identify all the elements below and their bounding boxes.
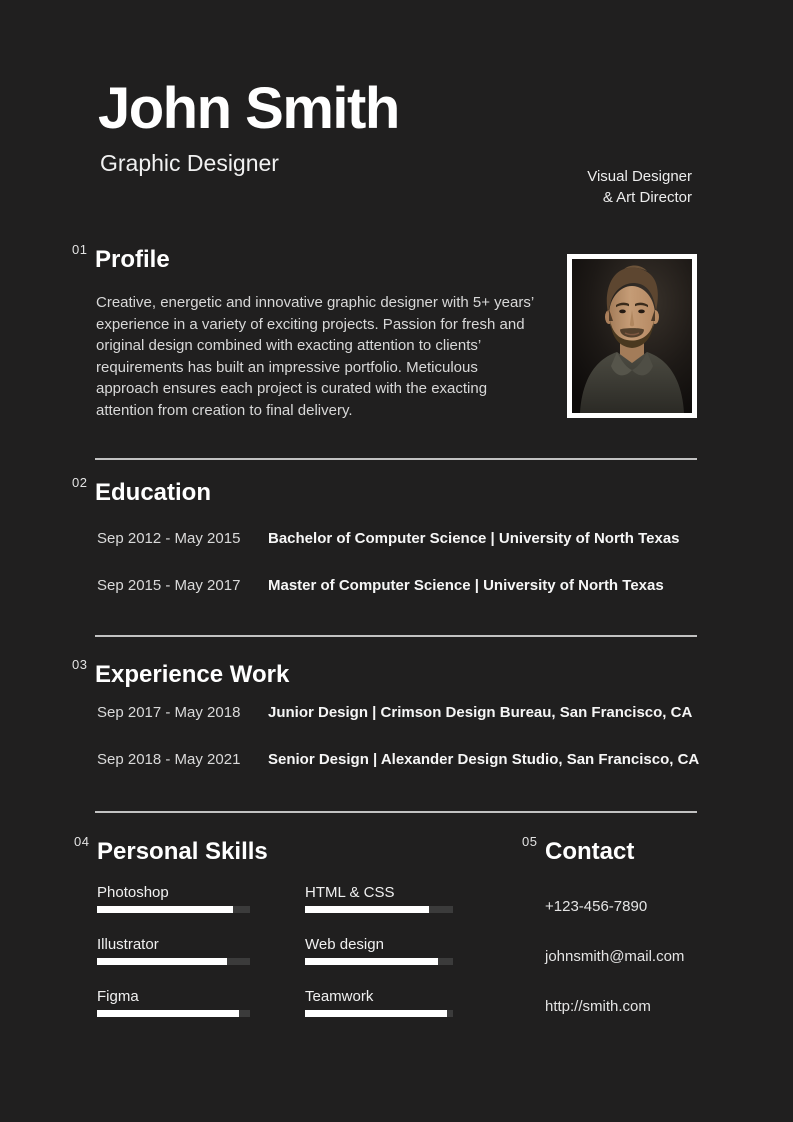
contact-website: http://smith.com xyxy=(545,998,651,1015)
experience-entry xyxy=(97,704,692,722)
tagline-line-2: & Art Director xyxy=(602,189,692,206)
section-heading-education xyxy=(72,475,212,507)
portrait-image xyxy=(572,259,692,413)
section-title: Experience Work xyxy=(95,661,290,688)
section-number: 05 xyxy=(522,834,538,849)
skill-progress-fill xyxy=(305,958,438,965)
job-title: Graphic Designer xyxy=(100,150,279,176)
section-divider xyxy=(95,635,697,637)
skill-label: Web design xyxy=(305,936,384,953)
skill-label: Illustrator xyxy=(97,936,159,953)
skill-label: Figma xyxy=(97,988,139,1005)
skill-label: Photoshop xyxy=(97,884,169,901)
header-tagline xyxy=(587,166,692,208)
skill-item xyxy=(97,884,250,913)
skill-progress-bar xyxy=(305,1010,453,1017)
skill-progress-bar xyxy=(305,906,453,913)
section-title: Contact xyxy=(545,838,635,865)
section-title: Education xyxy=(95,479,212,506)
skill-item xyxy=(305,884,453,913)
section-divider xyxy=(95,458,697,460)
skills-grid xyxy=(97,884,453,1017)
section-title: Personal Skills xyxy=(97,838,268,865)
skill-item xyxy=(305,936,453,965)
skill-progress-bar xyxy=(97,906,250,913)
section-heading-profile xyxy=(72,242,170,274)
skill-progress-fill xyxy=(305,1010,447,1017)
education-dates: Sep 2012 - May 2015 xyxy=(97,530,241,547)
skill-item xyxy=(97,936,250,965)
section-number: 01 xyxy=(72,242,88,257)
skill-item xyxy=(305,988,453,1017)
education-entry xyxy=(97,577,664,595)
profile-photo xyxy=(567,254,697,418)
tagline-line-1: Visual Designer xyxy=(587,168,692,185)
section-number: 04 xyxy=(74,834,90,849)
education-degree: Bachelor of Computer Science | University of North Texas xyxy=(268,530,680,547)
section-heading-skills xyxy=(74,834,268,866)
experience-role: Senior Design | Alexander Design Studio, San Francisco, CA xyxy=(268,751,700,768)
section-heading-experience xyxy=(72,657,290,689)
skill-progress-bar xyxy=(97,958,250,965)
skill-progress-fill xyxy=(97,906,233,913)
skill-label: Teamwork xyxy=(305,988,374,1005)
page-title: John Smith xyxy=(98,76,399,141)
skill-label: HTML & CSS xyxy=(305,884,395,901)
section-number: 02 xyxy=(72,475,88,490)
skill-item xyxy=(97,988,250,1017)
experience-entry xyxy=(97,751,699,769)
contact-list xyxy=(545,898,684,1048)
education-dates: Sep 2015 - May 2017 xyxy=(97,577,241,594)
experience-role: Junior Design | Crimson Design Bureau, San Francisco, CA xyxy=(268,704,693,721)
education-entry xyxy=(97,530,680,548)
section-number: 03 xyxy=(72,657,88,672)
section-divider xyxy=(95,811,697,813)
skill-progress-fill xyxy=(97,1010,239,1017)
contact-email: johnsmith@mail.com xyxy=(545,948,685,965)
skill-progress-fill xyxy=(305,906,429,913)
skill-progress-fill xyxy=(97,958,227,965)
experience-dates: Sep 2017 - May 2018 xyxy=(97,704,241,721)
skill-progress-bar xyxy=(305,958,453,965)
profile-summary-text: Creative, energetic and innovative graphic designer with 5+ years’ experience in a variety of exciting projects. Passion for fresh and original design combined with exacting attention to clients’ requirements has built an impressive portfolio. Meticulous approach ensures each project is curated with the exacting attention from creation to final delivery. xyxy=(96,294,534,419)
section-title: Profile xyxy=(95,246,170,273)
section-heading-contact xyxy=(522,834,635,866)
skill-progress-bar xyxy=(97,1010,250,1017)
experience-dates: Sep 2018 - May 2021 xyxy=(97,751,241,768)
contact-phone: +123-456-7890 xyxy=(545,898,648,915)
education-degree: Master of Computer Science | University of North Texas xyxy=(268,577,664,594)
